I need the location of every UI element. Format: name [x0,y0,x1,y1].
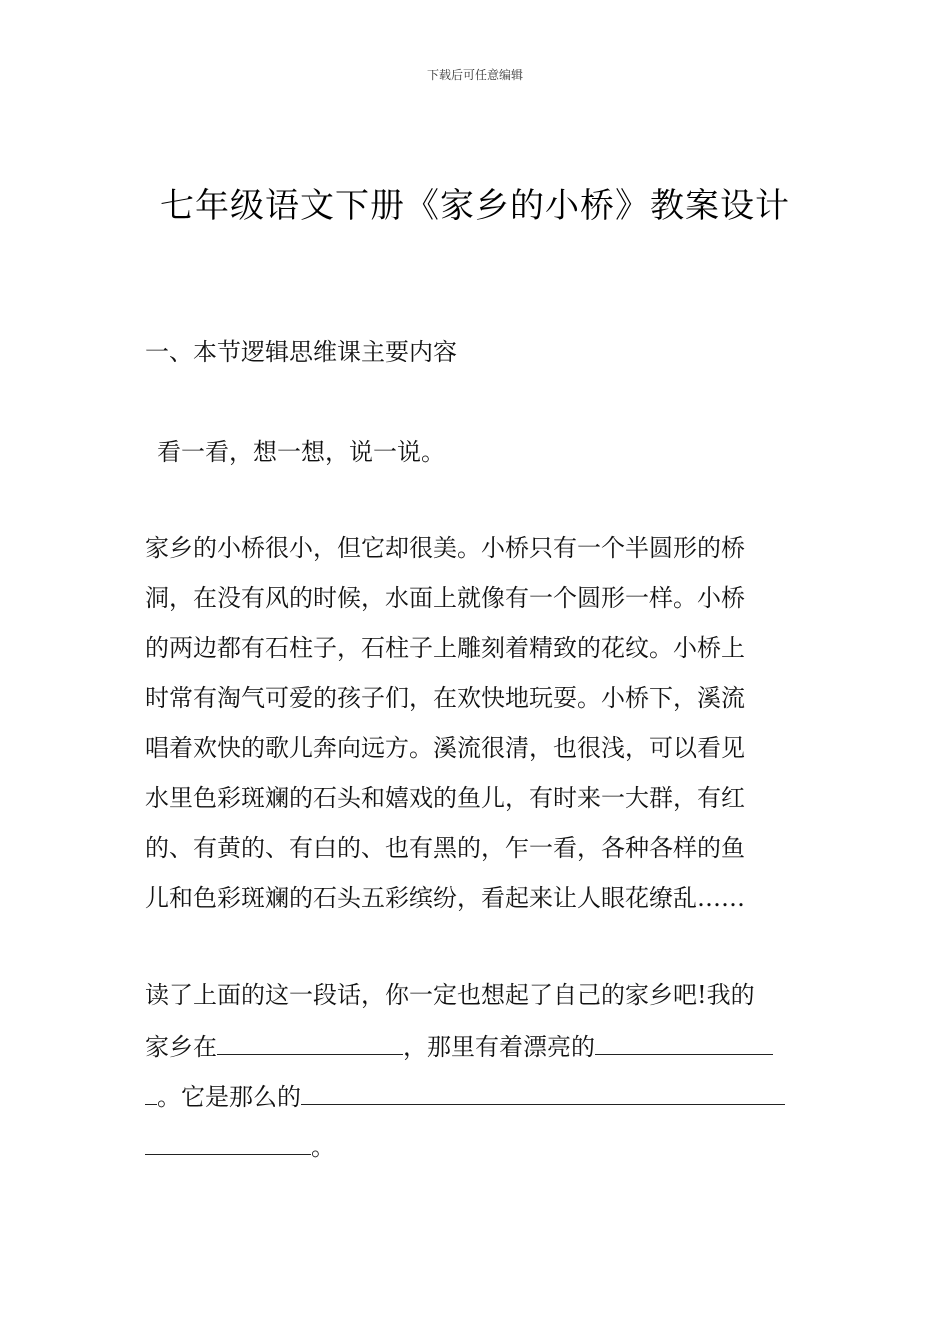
passage-line: 唱着欢快的歌儿奔向远方。溪流很清，也很浅，可以看见 [145,734,745,762]
exercise-line [145,1120,815,1170]
header-note: 下载后可任意编辑 [426,68,523,82]
fill-in-blank[interactable] [217,1020,403,1055]
exercise-line [145,1070,815,1120]
exercise-text: 。 [311,1133,335,1161]
passage-line: 的两边都有石柱子，石柱子上雕刻着精致的花纹。小桥上 [145,634,745,662]
exercise-text: 。它是那么的 [157,1083,301,1111]
exercise-text: 家乡在 [145,1033,217,1061]
fill-in-blank[interactable] [301,1070,785,1105]
exercise-line: 读了上面的这一段话，你一定也想起了自己的家乡吧!我的 [145,981,755,1009]
exercise-paragraph [145,970,815,1170]
passage-line: 家乡的小桥很小，但它却很美。小桥只有一个半圆形的桥 [145,534,745,562]
passage-line: 水里色彩斑斓的石头和嬉戏的鱼儿，有时来一大群，有红 [145,784,745,812]
exercise-text: ，那里有着漂亮的 [403,1033,595,1061]
section-heading: 一、本节逻辑思维课主要内容 [145,338,457,366]
exercise-line [145,1020,815,1070]
document-title: 七年级语文下册《家乡的小桥》教案设计 [160,186,790,226]
passage-line: 儿和色彩斑斓的石头五彩缤纷，看起来让人眼花缭乱…… [145,884,745,912]
passage-line: 洞，在没有风的时候，水面上就像有一个圆形一样。小桥 [145,584,745,612]
passage-paragraph [145,523,815,923]
passage-line: 时常有淘气可爱的孩子们，在欢快地玩耍。小桥下，溪流 [145,684,745,712]
passage-line: 的、有黄的、有白的、也有黑的，乍一看，各种各样的鱼 [145,834,745,862]
prompt-line: 看一看，想一想，说一说。 [157,438,445,466]
fill-in-blank[interactable] [595,1020,773,1055]
fill-in-blank[interactable] [145,1070,157,1105]
fill-in-blank[interactable] [145,1120,311,1155]
